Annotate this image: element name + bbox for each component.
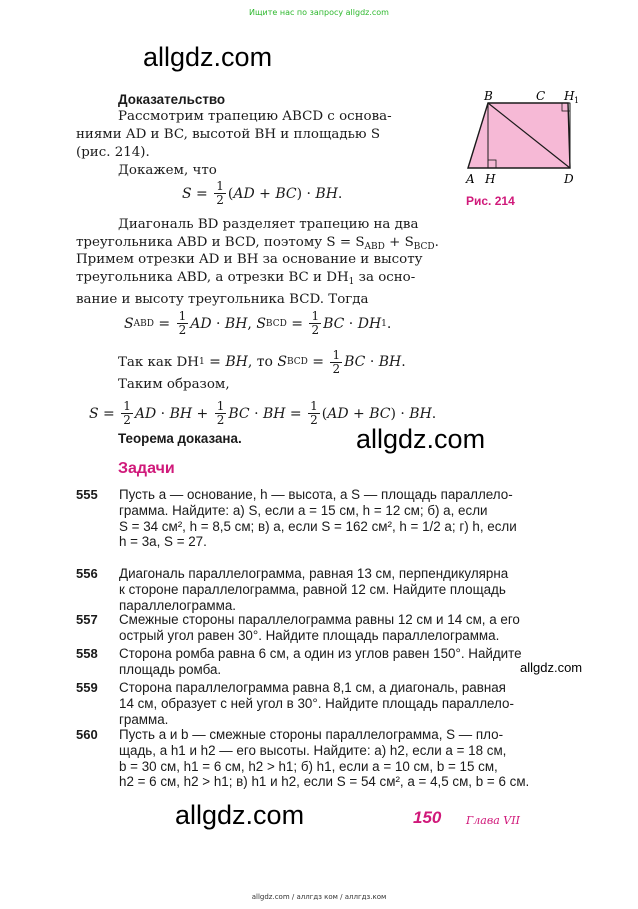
problem-555 [119,487,587,550]
problem-line: к стороне параллелограмма, равной 12 см. Найдите площадь [119,581,506,597]
proof-line: треугольника ABD, а отрезки BC и $DH_1$ за осно- [76,269,416,287]
problem-line: параллелограмма. [119,597,236,613]
triangle-areas-formula: S ABD = $\frac{1}{2}$ AD · BH , S BCD = $\frac{1}{2}$ BC · DH 1 . [124,309,392,337]
problem-number: 560 [76,727,98,742]
area-formula: S = $\frac{1}{2}$ ( AD + BC ) · BH . [182,179,343,207]
theorem-proved: Теорема доказана. [118,431,242,446]
problem-line: b = 30 см, h1 = 6 см, h2 > h1; б) h1, если a = 10 см, b = 15 см, [119,758,498,774]
problem-line: 14 см, образует с ней угол в 30°. Найдите площадь параллело- [119,695,514,711]
proof-line: треугольника ABD и BCD, поэтому $S = S_{ABD} + S_{BCD}$. [76,235,439,252]
proof-paragraph-3 [76,251,448,309]
problem-556 [119,566,587,613]
problem-line: щадь, а h1 и h2 — его высоты. Найдите: а) h2, если a = 18 см, [119,742,507,758]
problem-line: Диагональ параллелограмма, равная 13 см, перпендикулярна [119,566,509,581]
problem-line: грамма. [119,711,169,727]
watermark-small: allgdz.com [520,660,583,675]
watermark-top: allgdz.com [143,42,273,72]
trapezoid-fill [468,103,570,168]
proof-text: Так как DH [118,354,199,370]
label-c: C [536,89,546,103]
watermark-bottom: allgdz.com [175,800,305,830]
proof-paragraph-1-cont [76,126,446,161]
label-h: H [485,172,496,186]
problem-number: 557 [76,612,98,627]
since-line: Так как DH 1 = BH , то S BCD = $\frac{1}{2}$ BC · BH . [118,348,406,376]
top-banner: Ищите нас по запросу allgdz.com [249,8,389,17]
problem-line: площадь ромба. [119,661,222,677]
proof-line: Рассмотрим трапецию ABCD с основа- [118,109,392,124]
problem-558 [119,646,587,678]
proof-line: Примем отрезки AD и BH за основание и высоту [76,252,423,267]
problem-number: 559 [76,680,98,695]
problem-line: грамма. Найдите: а) S, если a = 15 см, h = 12 см; б) a, если [119,502,488,518]
label-h1-sub: 1 [574,96,580,105]
proof-line: Диагональ BD разделяет трапецию на два [118,217,419,232]
proof-line: ниями AD и BC, высотой BH и площадью S [76,127,381,142]
problem-559 [119,680,587,727]
proof-line: вание и высоту треугольника BCD. Тогда [76,292,369,308]
label-d: D [564,172,574,186]
problem-line: h2 = 6 см, h2 > h1; в) h1 и h2, если S = 54 см², a = 4,5 см, b = 6 см. [119,774,530,790]
problem-line: острый угол равен 30°. Найдите площадь параллелограмма. [119,627,500,643]
problem-560 [119,727,587,790]
figure-caption: Рис. 214 [466,194,515,208]
problem-number: 558 [76,646,98,661]
label-h1: H [564,89,575,103]
proof-line: (рис. 214). [76,144,150,160]
problem-number: 555 [76,487,98,502]
proof-text: треугольника ABD, а отрезки BC и DH [76,269,349,285]
proof-paragraph-1 [118,108,446,126]
problem-line: S = 34 см², h = 8,5 см; в) a, если S = 162 см², h = 1/2 a; г) h, если [119,518,517,534]
page-number: 150 [413,808,442,827]
problems-title: Задачи [118,460,175,477]
proof-text: треугольника ABD и BCD, поэтому S = S [76,235,365,250]
problem-line: Сторона параллелограмма равна 8,1 см, а диагональ, равная [119,680,506,695]
problem-line: Смежные стороны параллелограмма равны 12 см и 14 см, а его [119,612,520,627]
figure-214 [458,88,598,208]
problem-557 [119,612,587,644]
final-formula: S = $\frac{1}{2}$ AD · BH + $\frac{1}{2}$ BC · BH = $\frac{1}{2}$ ( AD + BC ) · BH . [89,399,437,427]
proof-title: Доказательство [118,92,226,107]
chapter-label: Глава VII [466,814,520,827]
problem-line: h = 3a, S = 27. [119,534,207,550]
proof-claim: Докажем, что [118,163,217,178]
thus-line: Таким образом, [118,377,230,392]
watermark-middle: allgdz.com [356,424,486,454]
label-b: B [484,89,493,103]
problem-line: Пусть a — основание, h — высота, а S — площадь параллело- [119,487,513,502]
footer-links: allgdz.com / аллгдз ком / аллгдз.ком [251,893,387,901]
problem-line: Сторона ромба равна 6 см, а один из углов равен 150°. Найдите [119,646,522,661]
label-a: A [466,172,475,186]
problem-number: 556 [76,566,98,581]
problem-line: Пусть a и b — смежные стороны параллелограмма, S — пло- [119,727,504,742]
